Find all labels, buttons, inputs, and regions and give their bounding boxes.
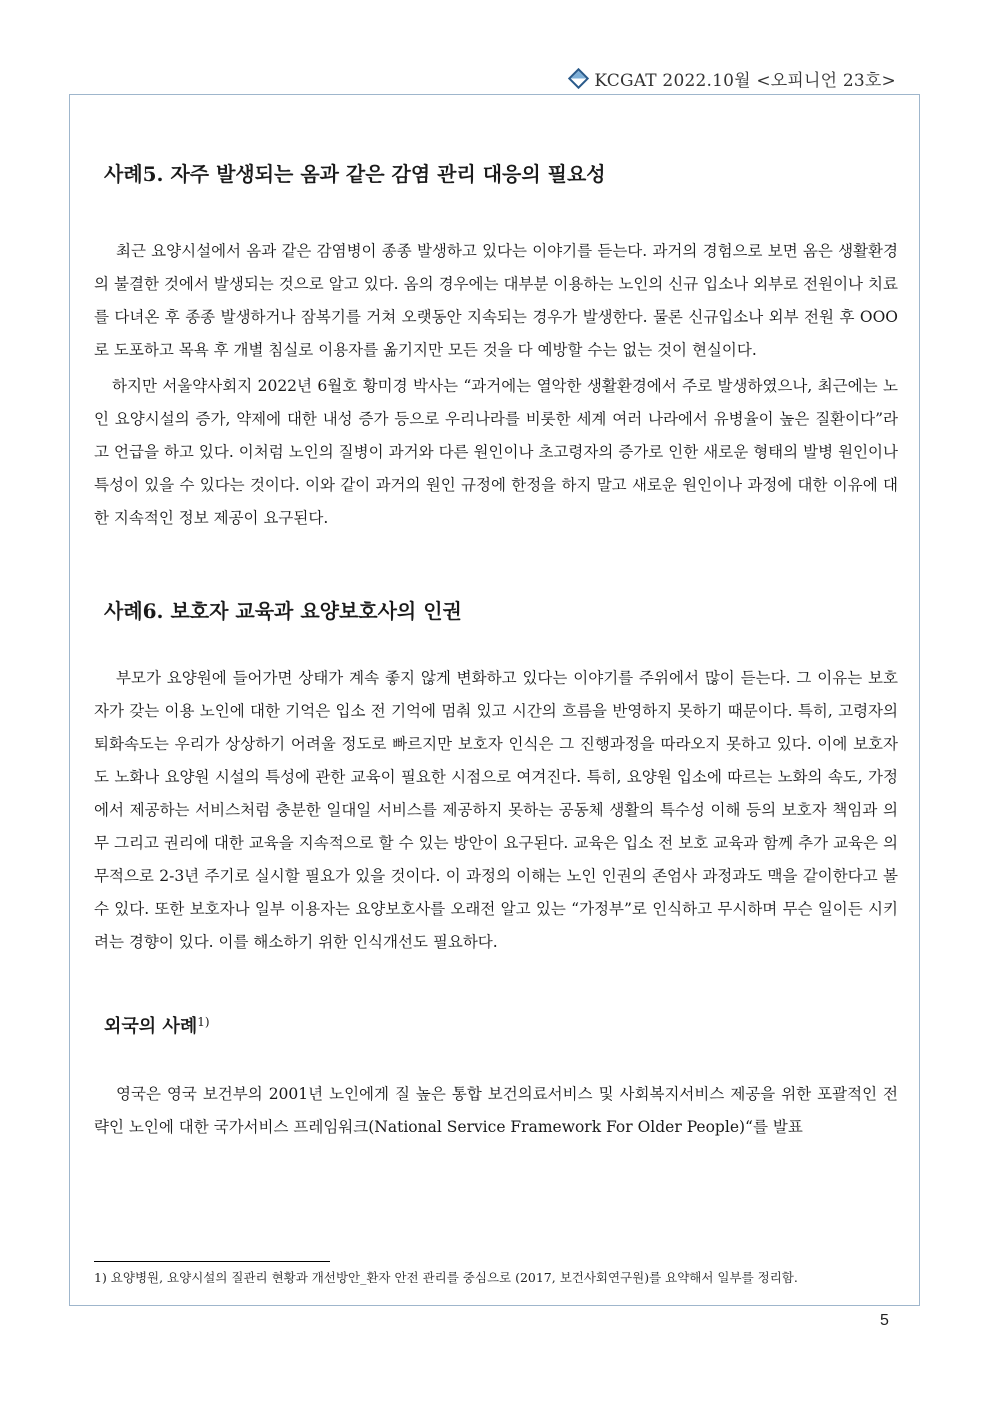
footnote: 1) 요양병원, 요양시설의 질관리 현황과 개선방안_환자 안전 관리를 중심으로 (2017, 보건사회연구원)를 요약해서 일부를 정리함. — [94, 1270, 798, 1285]
page-body — [94, 150, 898, 1144]
section-title-case5: 사례5. 자주 발생되는 옴과 같은 감염 관리 대응의 필요성 — [104, 162, 606, 186]
footnote-divider — [94, 1261, 330, 1262]
footnote-reference[interactable]: 1) — [197, 1015, 210, 1029]
case5-paragraph-1: 최근 요양시설에서 옴과 같은 감염병이 종종 발생하고 있다는 이야기를 듣는다. 과거의 경험으로 보면 옴은 생활환경의 불결한 것에서 발생되는 것으로 알고 있다. 옴의 경우에는 대부분 이용하는 노인의 신규 입소나 외부로 전원이나 치료를 다녀온 후 종종 발생하거나 잠복기를 거쳐 오랫동안 지속되는 경우가 발생한다. 물론 신규입소나 외부 전원 후 OOO로 도포하고 목욕 후 개별 침실로 이용자를 옮기지만 모든 것을 다 예방할 수는 없는 것이 현실이다. — [94, 242, 898, 359]
running-header — [571, 66, 896, 91]
case6-paragraph-1: 부모가 요양원에 들어가면 상태가 계속 좋지 않게 변화하고 있다는 이야기를 주위에서 많이 듣는다. 그 이유는 보호자가 갖는 이용 노인에 대한 기억은 입소 전 기억에 멈춰 있고 시간의 흐름을 반영하지 못하기 때문이다. 특히, 고령자의 퇴화속도는 우리가 상상하기 어려울 정도로 빠르지만 보호자 인식은 그 진행과정을 따라오지 못하고 있다. 이에 보호자도 노화나 요양원 시설의 특성에 관한 교육이 필요한 시점으로 여겨진다. 특히, 요양원 입소에 따르는 노화의 속도, 가정에서 제공하는 서비스처럼 충분한 일대일 서비스를 제공하지 못하는 공동체 생활의 특수성 이해 등의 보호자 책임과 의무 그리고 권리에 대한 교육을 지속적으로 할 수 있는 방안이 요구된다. 교육은 입소 전 보호 교육과 함께 추가 교육은 의무적으로 2-3년 주기로 실시할 필요가 있을 것이다. 이 과정의 이해는 노인 인권의 존엄사 과정과도 맥을 같이한다고 볼 수 있다. 또한 보호자나 일부 이용자는 요양보호사를 오래전 알고 있는 “가정부”로 인식하고 무시하며 무슨 일이든 시키려는 경향이 있다. 이를 해소하기 위한 인식개선도 필요하다. — [94, 669, 898, 951]
foreign-cases-paragraph-1: 영국은 영국 보건부의 2001년 노인에게 질 높은 통합 보건의료서비스 및 사회복지서비스 제공을 위한 포괄적인 전략인 노인에 대한 국가서비스 프레임워크(National Service Framework For Older People)“를 발표 — [94, 1085, 898, 1136]
header-text: KCGAT 2022.10월 <오피니언 23호> — [594, 71, 896, 91]
section-title-case6: 사례6. 보호자 교육과 요양보호사의 인권 — [104, 599, 462, 623]
diamond-bullet-icon — [568, 68, 589, 89]
page-number: 5 — [880, 1312, 889, 1329]
case5-paragraph-2: 하지만 서울약사회지 2022년 6월호 황미경 박사는 “과거에는 열악한 생활환경에서 주로 발생하였으나, 최근에는 노인 요양시설의 증가, 약제에 대한 내성 증가 등으로 우리나라를 비롯한 세계 여러 나라에서 유병율이 높은 질환이다”라고 언급을 하고 있다. 이처럼 노인의 질병이 과거와 다른 원인이나 초고령자의 증가로 인한 새로운 형태의 발병 원인이나 특성이 있을 수 있다는 것이다. 이와 같이 과거의 원인 규정에 한정을 하지 말고 새로운 원인이나 과정에 대한 이유에 대한 지속적인 정보 제공이 요구된다. — [94, 377, 898, 527]
foreign-cases-title-text: 외국의 사례 — [104, 1016, 198, 1037]
section-title-foreign-cases — [104, 1012, 898, 1038]
